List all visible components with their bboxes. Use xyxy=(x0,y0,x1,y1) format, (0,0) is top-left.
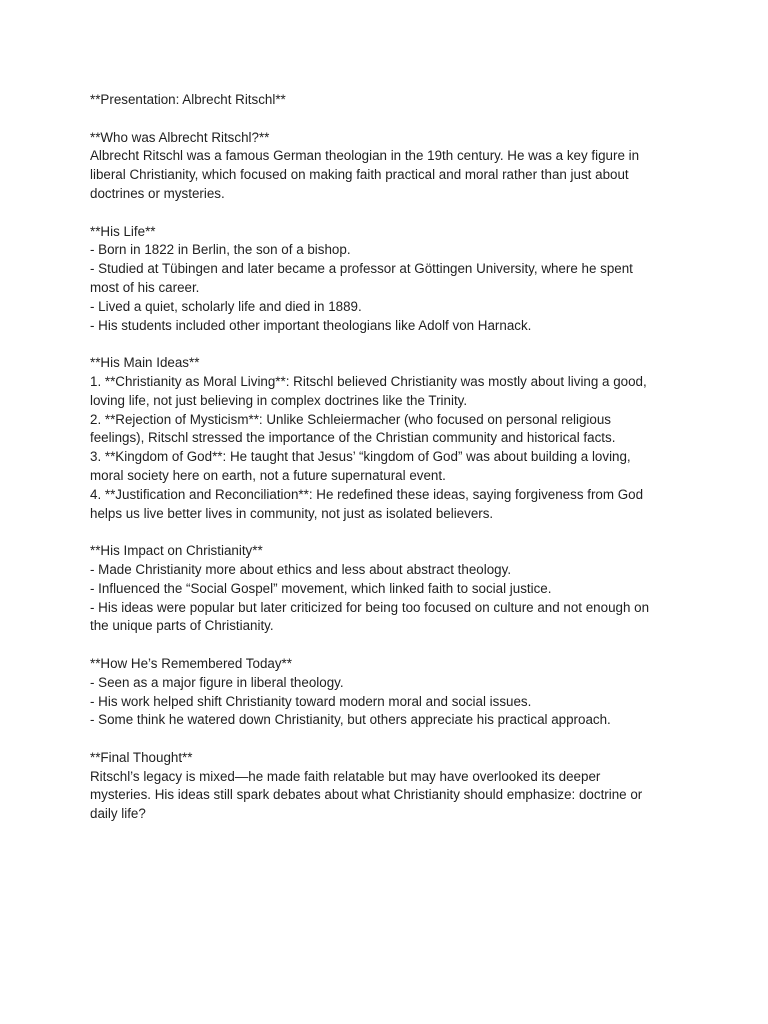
section-heading-final: **Final Thought** xyxy=(90,749,193,765)
list-item: the unique parts of Christianity. xyxy=(90,618,274,634)
list-item: - Influenced the “Social Gospel” movement, which linked faith to social justice. xyxy=(90,580,552,596)
list-item: - Born in 1822 in Berlin, the son of a bishop. xyxy=(90,242,351,258)
paragraph-line: mysteries. His ideas still spark debates about what Christianity should emphasize: doctrine or xyxy=(90,787,643,803)
list-item: moral society here on earth, not a future supernatural event. xyxy=(90,467,446,483)
list-item: - His work helped shift Christianity toward modern moral and social issues. xyxy=(90,693,532,709)
list-item: - Studied at Tübingen and later became a professor at Göttingen University, where he spent xyxy=(90,261,633,277)
list-item: - His students included other important theologians like Adolf von Harnack. xyxy=(90,317,532,333)
section-heading-who: **Who was Albrecht Ritschl?** xyxy=(90,129,270,145)
spacer xyxy=(90,730,690,749)
list-item: 3. **Kingdom of God**: He taught that Jesus’ “kingdom of God” was about building a loving, xyxy=(90,449,631,465)
list-item: helps us live better lives in community, not just as isolated believers. xyxy=(90,505,494,521)
paragraph-line: liberal Christianity, which focused on making faith practical and moral rather than just about xyxy=(90,167,629,183)
document-page xyxy=(90,91,690,824)
paragraph-line: Albrecht Ritschl was a famous German theologian in the 19th century. He was a key figure in xyxy=(90,148,640,164)
list-item: 2. **Rejection of Mysticism**: Unlike Schleiermacher (who focused on personal religious xyxy=(90,411,611,427)
paragraph-line: doctrines or mysteries. xyxy=(90,185,225,201)
list-item: - His ideas were popular but later criticized for being too focused on culture and not enough on xyxy=(90,599,650,615)
list-item: - Some think he watered down Christianity, but others appreciate his practical approach. xyxy=(90,712,611,728)
list-item: loving life, not just believing in complex doctrines like the Trinity. xyxy=(90,392,468,408)
spacer xyxy=(90,110,690,129)
spacer xyxy=(90,523,690,542)
section-heading-remembered: **How He’s Remembered Today** xyxy=(90,655,292,671)
list-item: - Lived a quiet, scholarly life and died in 1889. xyxy=(90,298,362,314)
list-item: 1. **Christianity as Moral Living**: Ritschl believed Christianity was mostly about living a good, xyxy=(90,373,647,389)
paragraph-line: daily life? xyxy=(90,806,146,822)
list-item: feelings), Ritschl stressed the importance of the Christian community and historical facts. xyxy=(90,430,616,446)
spacer xyxy=(90,204,690,223)
document-title: **Presentation: Albrecht Ritschl** xyxy=(90,92,286,107)
list-item: - Made Christianity more about ethics and less about abstract theology. xyxy=(90,561,512,577)
paragraph-line: Ritschl’s legacy is mixed—he made faith relatable but may have overlooked its deeper xyxy=(90,768,601,784)
spacer xyxy=(90,636,690,655)
list-item: - Seen as a major figure in liberal theology. xyxy=(90,674,344,690)
list-item: 4. **Justification and Reconciliation**: He redefined these ideas, saying forgiveness from God xyxy=(90,486,644,502)
list-item: most of his career. xyxy=(90,279,200,295)
section-heading-life: **His Life** xyxy=(90,223,156,239)
section-heading-ideas: **His Main Ideas** xyxy=(90,355,200,371)
spacer xyxy=(90,335,690,354)
section-heading-impact: **His Impact on Christianity** xyxy=(90,543,263,559)
